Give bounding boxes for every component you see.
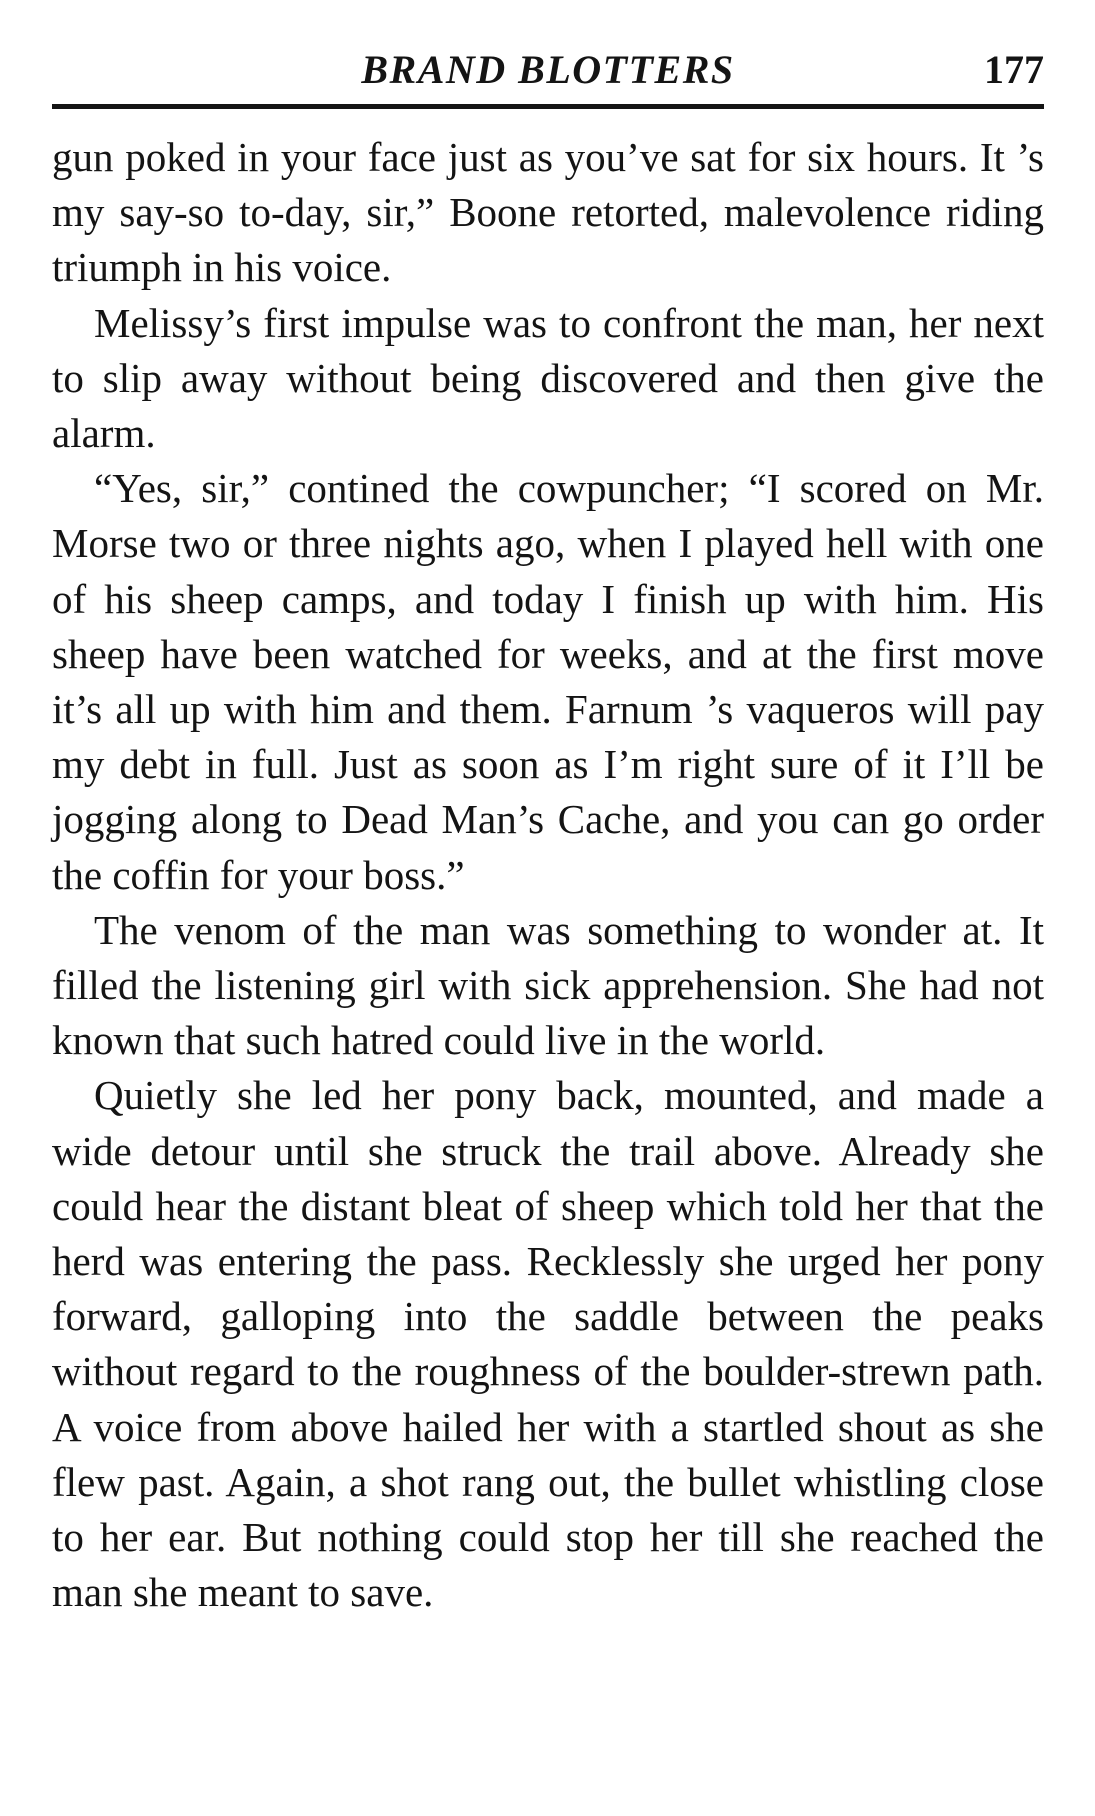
page-header — [52, 40, 1044, 96]
paragraph: “Yes, sir,” contined the cowpuncher; “I scored on Mr. Morse two or three nights ago, when I played hell with one of his sheep camps, and today I finish up with him. His sheep have been watched for weeks, and at the first move it’s all up with him and them. Farnum ’s vaqueros will pay my debt in full. Just as soon as I’m right sure of it I’ll be jogging along to Dead Man’s Cache, and you can go order the coffin for your boss.” — [52, 465, 1044, 898]
page-number: 177 — [984, 47, 1044, 92]
body-text — [52, 130, 1044, 1620]
header-rule — [52, 104, 1044, 109]
paragraph: Quietly she led her pony back, mounted, and made a wide detour until she struck the trail above. Already she could hear the distant bleat of sheep which told her that the herd was entering the pass. Recklessly she urged her pony forward, galloping into the saddle between the peaks without regard to the roughness of the boulder-strewn path. A voice from above hailed her with a startled shout as she flew past. Again, a shot rang out, the bullet whistling close to her ear. But nothing could stop her till she reached the man she meant to save. — [52, 1072, 1044, 1616]
paragraph: Melissy’s first impulse was to confront the man, her next to slip away without being discovered and then give the alarm. — [52, 299, 1044, 457]
paragraph: gun poked in your face just as you’ve sat for six hours. It ’s my say-so to-day, sir,” Boone retorted, malevolence riding triumph in his voice. — [52, 134, 1044, 291]
running-head: BRAND BLOTTERS — [361, 47, 735, 92]
paragraph: The venom of the man was something to wonder at. It filled the listening girl with sick apprehension. She had not known that such hatred could live in the world. — [52, 906, 1044, 1064]
